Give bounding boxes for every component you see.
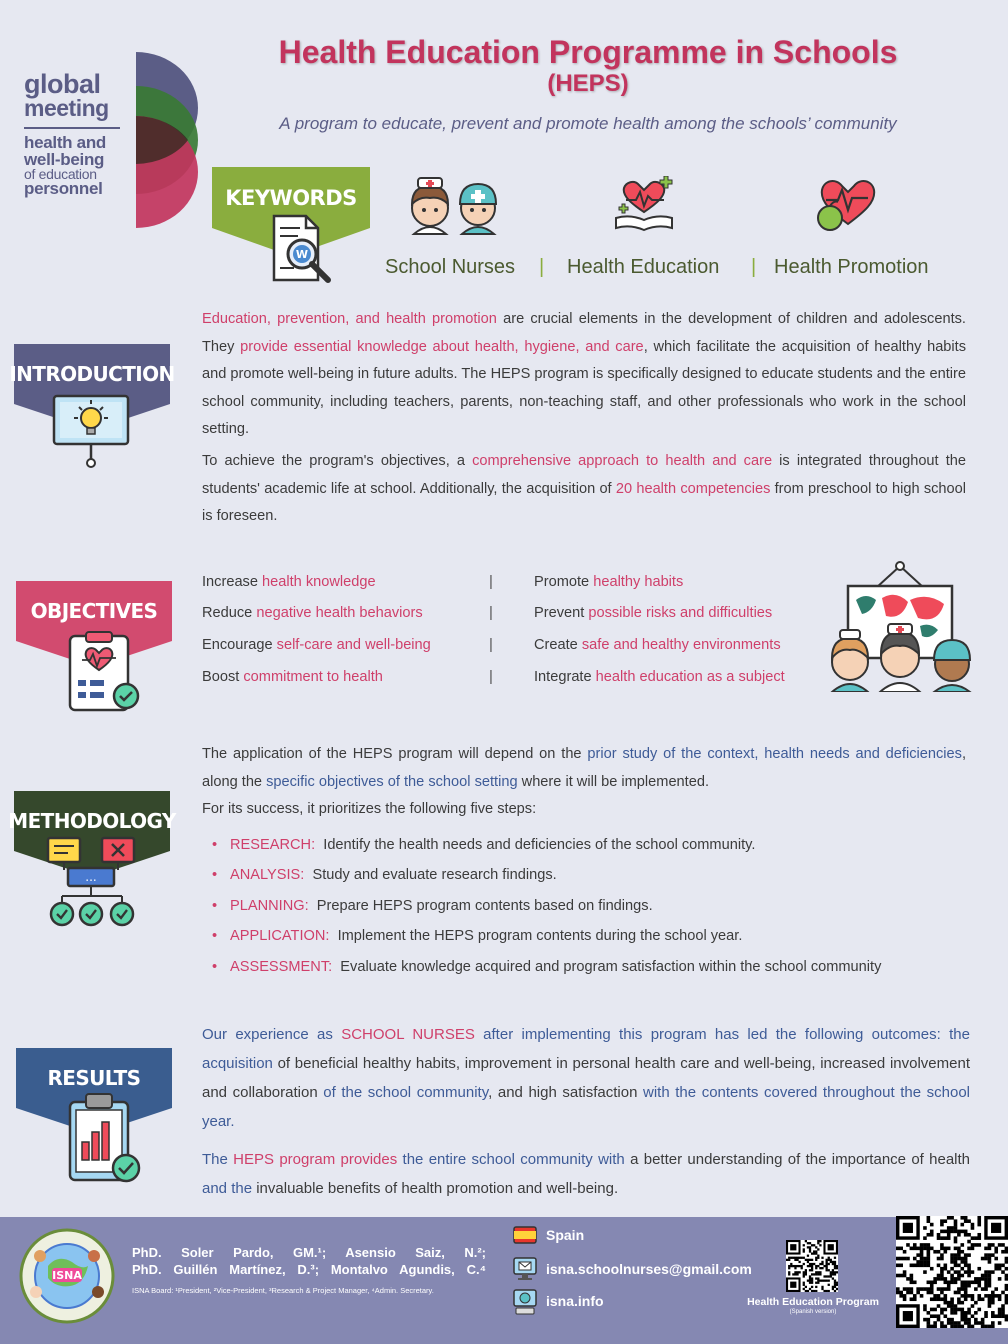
- results-badge: RESULTS: [16, 1048, 172, 1108]
- document-search-icon: [268, 212, 338, 286]
- intro-text: are crucial elements in the development of children and adolescents. They: [202, 311, 966, 355]
- intro-text: is integrated throughout the students' academic life at school. Additionally, the acquisition of: [202, 453, 966, 497]
- step-item: • RESEARCH: Identify the health needs and deficiencies of the school community.: [202, 830, 972, 860]
- objective-item: Reduce negative health behaviors: [202, 605, 423, 621]
- page-title: Health Education Programme in Schools: [278, 34, 898, 70]
- keyword-separator: |: [751, 256, 757, 278]
- objective-item: Prevent possible risks and difficulties: [534, 605, 773, 621]
- introduction-badge: INTRODUCTION: [14, 344, 170, 404]
- health-checklist-icon: [64, 630, 144, 714]
- keyword-school-nurses: School Nurses: [385, 256, 516, 278]
- authors: [132, 1244, 486, 1278]
- page-subtitle: A program to educate, prevent and promote health among the schools’ community: [279, 114, 897, 133]
- workflow-icon: [44, 834, 140, 928]
- step-item: • APPLICATION: Implement the HEPS program contents during the school year.: [202, 921, 972, 951]
- intro-highlight: 20 health competencies: [615, 480, 771, 497]
- logo-divider: [24, 127, 120, 129]
- introduction-paragraph-1: [202, 306, 966, 444]
- intro-text: , which facilitate the acquisition of healthy habits and promote well-being in future adults. The HEPS program is specifically designed to educate students and the entire school community, including teachers, parents, non-teaching staff, and other professionals who work in the school setting.: [202, 338, 967, 437]
- methodology-badge: METHODOLOGY: [14, 791, 170, 851]
- step-item: • PLANNING: Prepare HEPS program contents based on findings.: [202, 891, 972, 921]
- results-paragraph-1: Our experience as SCHOOL NURSES after implementing this program has led the following outcomes: the acquisition of beneficial healthy habits, improvement in personal health care and well-being, increased involvement and collaboration of the school community, and high satisfaction with the contents covered throughout the school year.: [202, 1026, 971, 1130]
- objective-item: Boost commitment to health: [202, 669, 383, 685]
- email-link[interactable]: isna.schoolnurses@gmail.com: [546, 1261, 752, 1277]
- idea-board-icon: [50, 390, 132, 470]
- nurses-map-illustration: [826, 560, 982, 692]
- results-paragraph-2: The HEPS program provides the entire school community with a better understanding of the importance of health and the invaluable benefits of health promotion and well-being.: [202, 1151, 971, 1197]
- keywords-badge: KEYWORDS: [212, 167, 370, 228]
- web-computer-icon: [512, 1288, 538, 1316]
- website-link[interactable]: isna.info: [546, 1293, 604, 1309]
- keyword-health-education: Health Education: [567, 256, 720, 278]
- spain-flag-icon: [512, 1224, 538, 1246]
- logo-line-health: health and: [24, 133, 107, 153]
- qr-caption: Health Education Program: [747, 1296, 879, 1308]
- logo-line-wellbeing: well-being: [24, 149, 105, 169]
- objective-item: Promote healthy habits: [534, 574, 684, 590]
- isna-seal: [12, 1226, 122, 1326]
- logo-line-personnel: personnel: [24, 179, 103, 199]
- methodology-steps: [202, 830, 972, 982]
- intro-highlight: comprehensive approach to health and care: [472, 453, 773, 469]
- country: Spain: [546, 1227, 585, 1243]
- objective-separator: |: [489, 636, 493, 653]
- intro-highlight: provide essential knowledge about health, hygiene, and care: [240, 338, 644, 355]
- footer: [0, 1217, 1008, 1344]
- intro-highlight: Education, prevention, and health promotion: [202, 311, 497, 327]
- objective-item: Integrate health education as a subject: [534, 669, 785, 685]
- step-item: • ANALYSIS: Study and evaluate research findings.: [202, 860, 972, 890]
- qr-code-small[interactable]: [786, 1240, 838, 1292]
- intro-text: from preschool to high school is foreseen.: [202, 480, 967, 524]
- step-item: • ASSESSMENT: Evaluate knowledge acquired and program satisfaction within the school community: [202, 952, 972, 982]
- authors-line: PhD. Guillén Martínez, D.³; Montalvo Agundis, C.⁴: [132, 1262, 486, 1277]
- methodology-paragraph-2: For its success, it prioritizes the following five steps:: [202, 801, 537, 817]
- svg-text:...: ...: [85, 870, 97, 884]
- email-computer-icon: [512, 1256, 538, 1282]
- objective-item: Encourage self-care and well-being: [202, 637, 431, 653]
- keyword-separator: |: [539, 256, 545, 278]
- svg-text:W: W: [295, 248, 309, 261]
- logo-line-meeting: meeting: [24, 94, 109, 121]
- keywords-row: [380, 256, 980, 282]
- objectives-badge: OBJECTIVES: [16, 581, 172, 641]
- objective-separator: |: [489, 604, 493, 621]
- keyword-health-promotion: Health Promotion: [774, 256, 929, 278]
- methodology-paragraph-1: The application of the HEPS program will depend on the prior study of the context, health needs and deficiencies, along the specific objectives of the school setting where it will be implemented.: [202, 746, 966, 790]
- objective-separator: |: [489, 573, 493, 590]
- objective-item: Create safe and healthy environments: [534, 637, 781, 653]
- logo-text: [24, 69, 134, 199]
- introduction-paragraph-2: [202, 448, 966, 531]
- health-book-icon: [612, 176, 676, 236]
- intro-text: To achieve the program's objectives, a: [202, 453, 473, 469]
- heart-apple-icon: [812, 176, 876, 234]
- isna-seal-label: ISNA: [52, 1269, 82, 1282]
- page-title-abbr: (HEPS): [547, 70, 629, 97]
- objective-separator: |: [489, 668, 493, 685]
- logo-arcs: [132, 52, 198, 228]
- logo-line-global: global: [24, 69, 101, 99]
- isna-board-roles: ISNA Board: ¹President, ²Vice-President, ³Research & Project Manager, ⁴Admin. Secretary.: [132, 1286, 434, 1295]
- nurses-icon: [404, 174, 504, 238]
- authors-line: PhD. Soler Pardo, GM.¹; Asensio Saiz, N.²;: [132, 1245, 486, 1260]
- objective-item: Increase health knowledge: [202, 574, 376, 590]
- logo-line-education: of education: [24, 165, 97, 182]
- qr-subcaption: (Spanish version): [789, 1309, 837, 1315]
- qr-code-large[interactable]: [896, 1216, 1008, 1328]
- results-clipboard-icon: [64, 1092, 144, 1184]
